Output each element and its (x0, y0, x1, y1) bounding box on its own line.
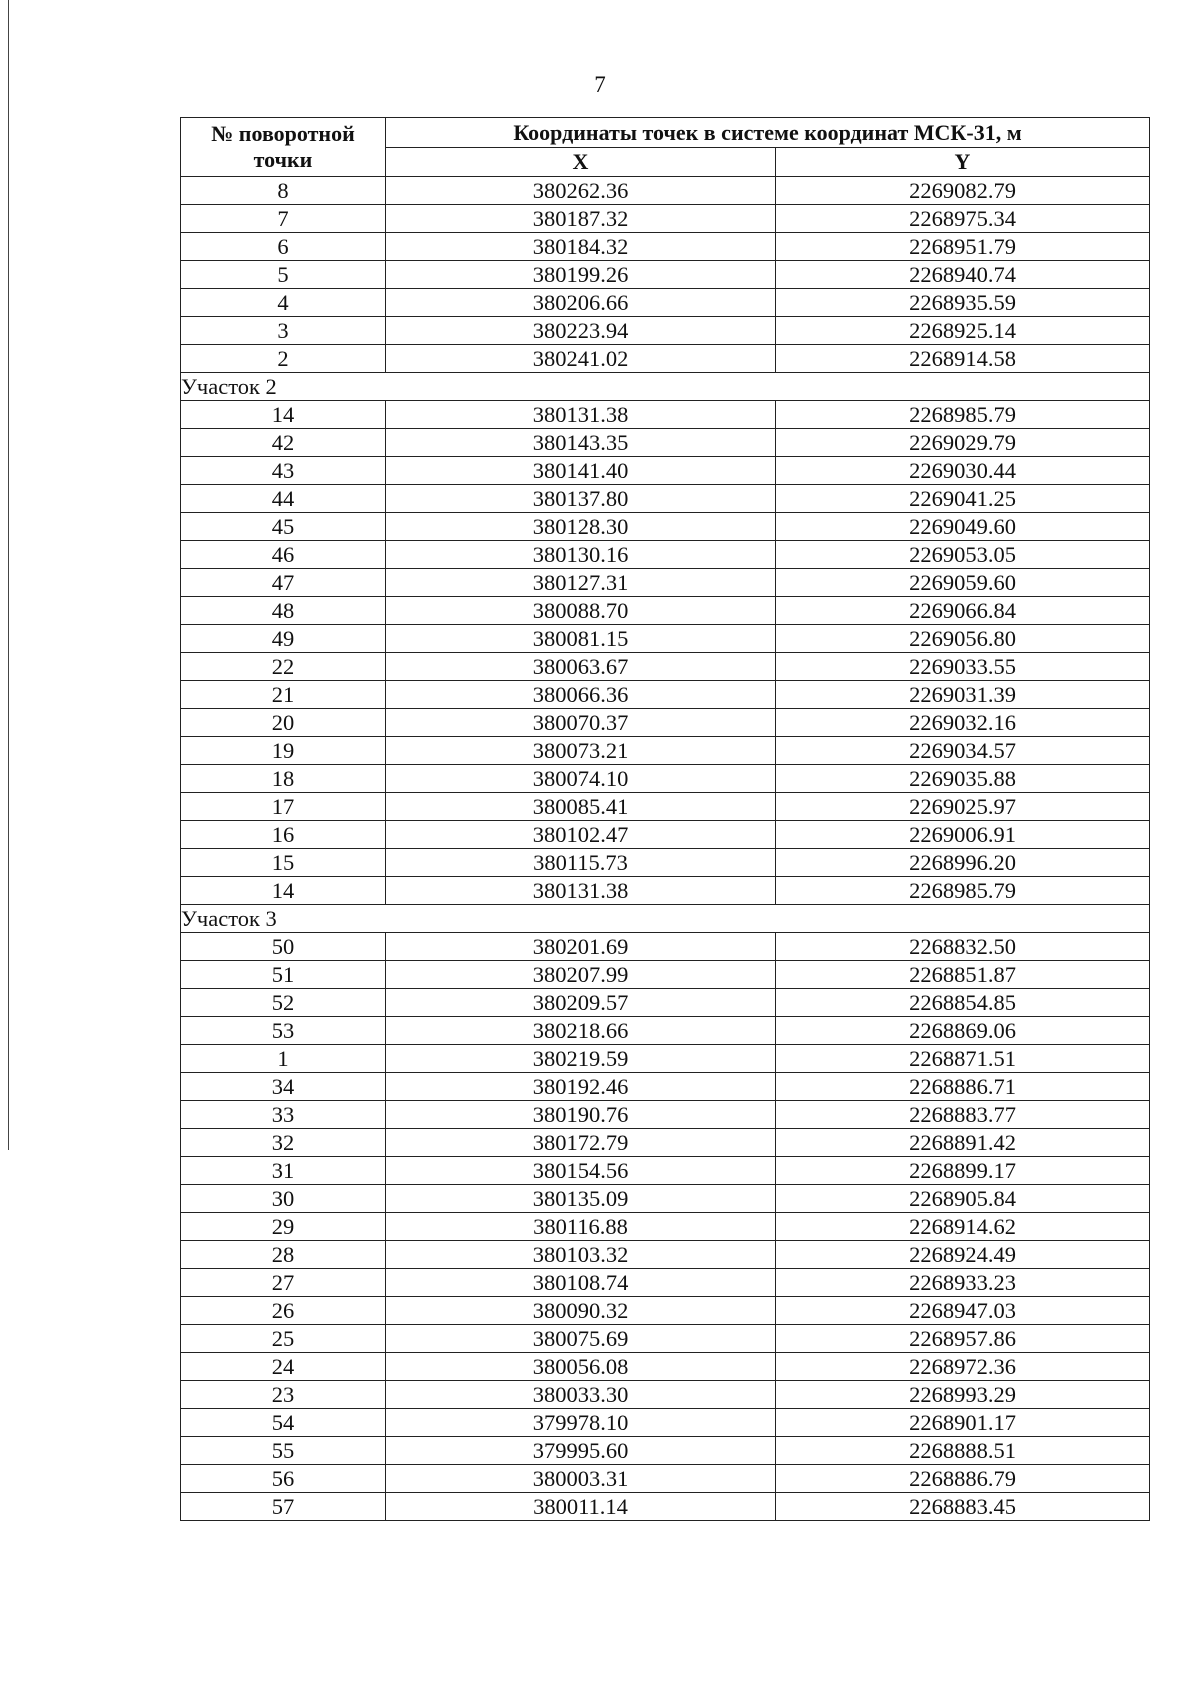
y-coordinate-cell: 2269041.25 (776, 485, 1150, 513)
table-row (181, 961, 1150, 989)
point-number-cell: 43 (181, 457, 386, 485)
x-coordinate-cell: 380103.32 (386, 1241, 776, 1269)
point-number-cell: 20 (181, 709, 386, 737)
y-coordinate-cell: 2268996.20 (776, 849, 1150, 877)
y-coordinate-cell: 2268935.59 (776, 289, 1150, 317)
point-number-cell: 4 (181, 289, 386, 317)
y-coordinate-cell: 2268947.03 (776, 1297, 1150, 1325)
y-coordinate-cell: 2269059.60 (776, 569, 1150, 597)
table-row (181, 737, 1150, 765)
table-row (181, 1073, 1150, 1101)
table-row (181, 177, 1150, 205)
y-coordinate-cell: 2268899.17 (776, 1157, 1150, 1185)
table-row (181, 1465, 1150, 1493)
x-coordinate-cell: 380033.30 (386, 1381, 776, 1409)
point-number-cell: 53 (181, 1017, 386, 1045)
point-number-cell: 32 (181, 1129, 386, 1157)
point-number-cell: 28 (181, 1241, 386, 1269)
y-coordinate-cell: 2268951.79 (776, 233, 1150, 261)
point-number-cell: 46 (181, 541, 386, 569)
x-coordinate-cell: 380207.99 (386, 961, 776, 989)
point-number-cell: 56 (181, 1465, 386, 1493)
y-coordinate-cell: 2269006.91 (776, 821, 1150, 849)
point-number-cell: 21 (181, 681, 386, 709)
y-coordinate-cell: 2269035.88 (776, 765, 1150, 793)
y-coordinate-cell: 2268883.45 (776, 1493, 1150, 1521)
y-coordinate-cell: 2268940.74 (776, 261, 1150, 289)
y-coordinate-cell: 2268985.79 (776, 401, 1150, 429)
header-coordinates: Координаты точек в системе координат МСК-31, м (386, 118, 1150, 148)
point-number-cell: 25 (181, 1325, 386, 1353)
y-coordinate-cell: 2269030.44 (776, 457, 1150, 485)
table-row (181, 1213, 1150, 1241)
y-coordinate-cell: 2268975.34 (776, 205, 1150, 233)
point-number-cell: 14 (181, 877, 386, 905)
point-number-cell: 14 (181, 401, 386, 429)
x-coordinate-cell: 380090.32 (386, 1297, 776, 1325)
x-coordinate-cell: 379978.10 (386, 1409, 776, 1437)
y-coordinate-cell: 2268854.85 (776, 989, 1150, 1017)
section-label: Участок 3 (181, 905, 1150, 933)
y-coordinate-cell: 2269082.79 (776, 177, 1150, 205)
table-row (181, 261, 1150, 289)
point-number-cell: 7 (181, 205, 386, 233)
y-coordinate-cell: 2269056.80 (776, 625, 1150, 653)
point-number-cell: 27 (181, 1269, 386, 1297)
x-coordinate-cell: 380206.66 (386, 289, 776, 317)
table-row (181, 1353, 1150, 1381)
x-coordinate-cell: 380131.38 (386, 401, 776, 429)
x-coordinate-cell: 380003.31 (386, 1465, 776, 1493)
point-number-cell: 48 (181, 597, 386, 625)
point-number-cell: 18 (181, 765, 386, 793)
y-coordinate-cell: 2268985.79 (776, 877, 1150, 905)
y-coordinate-cell: 2268993.29 (776, 1381, 1150, 1409)
x-coordinate-cell: 380075.69 (386, 1325, 776, 1353)
point-number-cell: 52 (181, 989, 386, 1017)
x-coordinate-cell: 380192.46 (386, 1073, 776, 1101)
y-coordinate-cell: 2269049.60 (776, 513, 1150, 541)
y-coordinate-cell: 2269025.97 (776, 793, 1150, 821)
y-coordinate-cell: 2269031.39 (776, 681, 1150, 709)
x-coordinate-cell: 380128.30 (386, 513, 776, 541)
table-row (181, 1269, 1150, 1297)
x-coordinate-cell: 380115.73 (386, 849, 776, 877)
y-coordinate-cell: 2268851.87 (776, 961, 1150, 989)
scan-edge-line (8, 0, 9, 1150)
table-row (181, 1437, 1150, 1465)
point-number-cell: 17 (181, 793, 386, 821)
x-coordinate-cell: 380131.38 (386, 877, 776, 905)
y-coordinate-cell: 2268869.06 (776, 1017, 1150, 1045)
table-row (181, 653, 1150, 681)
header-point-number: № поворотной точки (181, 118, 386, 177)
table-row (181, 345, 1150, 373)
x-coordinate-cell: 380130.16 (386, 541, 776, 569)
y-coordinate-cell: 2268891.42 (776, 1129, 1150, 1157)
x-coordinate-cell: 380102.47 (386, 821, 776, 849)
table-row (181, 989, 1150, 1017)
point-number-cell: 42 (181, 429, 386, 457)
table-row (181, 1129, 1150, 1157)
x-coordinate-cell: 380241.02 (386, 345, 776, 373)
table-row (181, 289, 1150, 317)
x-coordinate-cell: 380074.10 (386, 765, 776, 793)
table-row (181, 429, 1150, 457)
x-coordinate-cell: 380066.36 (386, 681, 776, 709)
point-number-cell: 29 (181, 1213, 386, 1241)
table-row (181, 1381, 1150, 1409)
x-coordinate-cell: 380081.15 (386, 625, 776, 653)
table-row (181, 1325, 1150, 1353)
header-x: X (386, 148, 776, 177)
point-number-cell: 15 (181, 849, 386, 877)
x-coordinate-cell: 380085.41 (386, 793, 776, 821)
table-row (181, 513, 1150, 541)
point-number-cell: 50 (181, 933, 386, 961)
point-number-cell: 8 (181, 177, 386, 205)
point-number-cell: 26 (181, 1297, 386, 1325)
x-coordinate-cell: 380187.32 (386, 205, 776, 233)
x-coordinate-cell: 380141.40 (386, 457, 776, 485)
table-row (181, 709, 1150, 737)
x-coordinate-cell: 380135.09 (386, 1185, 776, 1213)
y-coordinate-cell: 2268925.14 (776, 317, 1150, 345)
point-number-cell: 45 (181, 513, 386, 541)
table-row (181, 205, 1150, 233)
x-coordinate-cell: 380108.74 (386, 1269, 776, 1297)
point-number-cell: 49 (181, 625, 386, 653)
point-number-cell: 2 (181, 345, 386, 373)
table-row (181, 233, 1150, 261)
y-coordinate-cell: 2268886.71 (776, 1073, 1150, 1101)
x-coordinate-cell: 380154.56 (386, 1157, 776, 1185)
table-row (181, 597, 1150, 625)
section-row (181, 373, 1150, 401)
x-coordinate-cell: 380143.35 (386, 429, 776, 457)
point-number-cell: 19 (181, 737, 386, 765)
y-coordinate-cell: 2268924.49 (776, 1241, 1150, 1269)
table-row (181, 401, 1150, 429)
section-row (181, 905, 1150, 933)
coordinates-table (180, 117, 1150, 1521)
table-row (181, 793, 1150, 821)
table-row (181, 681, 1150, 709)
y-coordinate-cell: 2269033.55 (776, 653, 1150, 681)
table-row (181, 1157, 1150, 1185)
table-row (181, 625, 1150, 653)
y-coordinate-cell: 2268905.84 (776, 1185, 1150, 1213)
table-row (181, 877, 1150, 905)
table-row (181, 933, 1150, 961)
point-number-cell: 3 (181, 317, 386, 345)
table-row (181, 541, 1150, 569)
x-coordinate-cell: 380201.69 (386, 933, 776, 961)
x-coordinate-cell: 380209.57 (386, 989, 776, 1017)
point-number-cell: 31 (181, 1157, 386, 1185)
table-row (181, 1241, 1150, 1269)
y-coordinate-cell: 2269034.57 (776, 737, 1150, 765)
y-coordinate-cell: 2268888.51 (776, 1437, 1150, 1465)
x-coordinate-cell: 380127.31 (386, 569, 776, 597)
x-coordinate-cell: 380056.08 (386, 1353, 776, 1381)
table-row (181, 1409, 1150, 1437)
y-coordinate-cell: 2268901.17 (776, 1409, 1150, 1437)
y-coordinate-cell: 2268883.77 (776, 1101, 1150, 1129)
table-row (181, 765, 1150, 793)
point-number-cell: 54 (181, 1409, 386, 1437)
table-row (181, 1045, 1150, 1073)
point-number-cell: 16 (181, 821, 386, 849)
y-coordinate-cell: 2269066.84 (776, 597, 1150, 625)
table-row (181, 1185, 1150, 1213)
x-coordinate-cell: 380262.36 (386, 177, 776, 205)
y-coordinate-cell: 2268914.58 (776, 345, 1150, 373)
y-coordinate-cell: 2268972.36 (776, 1353, 1150, 1381)
table-header-row (181, 118, 1150, 148)
y-coordinate-cell: 2269029.79 (776, 429, 1150, 457)
y-coordinate-cell: 2269053.05 (776, 541, 1150, 569)
table-row (181, 457, 1150, 485)
x-coordinate-cell: 380184.32 (386, 233, 776, 261)
table-row (181, 1101, 1150, 1129)
point-number-cell: 6 (181, 233, 386, 261)
point-number-cell: 22 (181, 653, 386, 681)
point-number-cell: 24 (181, 1353, 386, 1381)
table-row (181, 1017, 1150, 1045)
x-coordinate-cell: 380137.80 (386, 485, 776, 513)
y-coordinate-cell: 2268933.23 (776, 1269, 1150, 1297)
x-coordinate-cell: 380190.76 (386, 1101, 776, 1129)
x-coordinate-cell: 380199.26 (386, 261, 776, 289)
x-coordinate-cell: 380218.66 (386, 1017, 776, 1045)
point-number-cell: 1 (181, 1045, 386, 1073)
x-coordinate-cell: 379995.60 (386, 1437, 776, 1465)
x-coordinate-cell: 380063.67 (386, 653, 776, 681)
section-label: Участок 2 (181, 373, 1150, 401)
point-number-cell: 34 (181, 1073, 386, 1101)
point-number-cell: 30 (181, 1185, 386, 1213)
table-row (181, 569, 1150, 597)
x-coordinate-cell: 380088.70 (386, 597, 776, 625)
point-number-cell: 33 (181, 1101, 386, 1129)
table-row (181, 317, 1150, 345)
y-coordinate-cell: 2269032.16 (776, 709, 1150, 737)
point-number-cell: 5 (181, 261, 386, 289)
header-y: Y (776, 148, 1150, 177)
x-coordinate-cell: 380219.59 (386, 1045, 776, 1073)
y-coordinate-cell: 2268914.62 (776, 1213, 1150, 1241)
y-coordinate-cell: 2268832.50 (776, 933, 1150, 961)
y-coordinate-cell: 2268957.86 (776, 1325, 1150, 1353)
point-number-cell: 55 (181, 1437, 386, 1465)
point-number-cell: 57 (181, 1493, 386, 1521)
table-row (181, 485, 1150, 513)
x-coordinate-cell: 380116.88 (386, 1213, 776, 1241)
table-body (181, 177, 1150, 1521)
x-coordinate-cell: 380223.94 (386, 317, 776, 345)
table-row (181, 1297, 1150, 1325)
x-coordinate-cell: 380073.21 (386, 737, 776, 765)
x-coordinate-cell: 380070.37 (386, 709, 776, 737)
y-coordinate-cell: 2268871.51 (776, 1045, 1150, 1073)
table-row (181, 849, 1150, 877)
page-number: 7 (594, 72, 606, 97)
point-number-cell: 44 (181, 485, 386, 513)
point-number-cell: 51 (181, 961, 386, 989)
y-coordinate-cell: 2268886.79 (776, 1465, 1150, 1493)
point-number-cell: 47 (181, 569, 386, 597)
x-coordinate-cell: 380011.14 (386, 1493, 776, 1521)
x-coordinate-cell: 380172.79 (386, 1129, 776, 1157)
point-number-cell: 23 (181, 1381, 386, 1409)
table-row (181, 1493, 1150, 1521)
table-row (181, 821, 1150, 849)
